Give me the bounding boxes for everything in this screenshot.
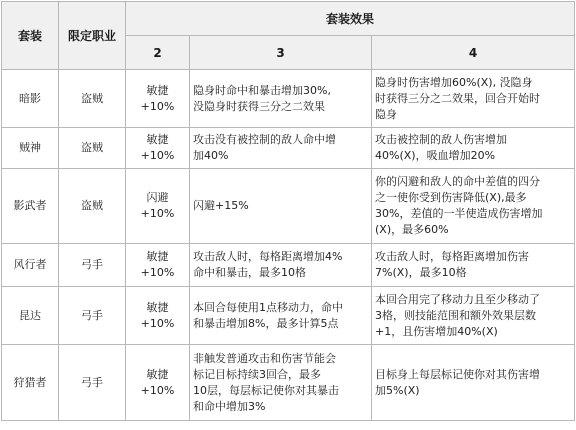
bonus-4-line: 3格，则技能范围和额外效果层数: [375, 308, 536, 322]
set-name-cell: 昆达: [2, 287, 59, 345]
table-row: [2, 287, 575, 345]
bonus-4-cell: [372, 287, 575, 345]
set-name-cell: 风行者: [2, 244, 59, 287]
bonus-2-cell: [126, 345, 190, 421]
bonus-4-line: 7%(X)，最多10格: [375, 266, 467, 279]
bonus-4-cell: [372, 244, 575, 287]
table-row: [2, 244, 575, 287]
header-piece-3: 3: [190, 36, 372, 70]
bonus-3-line: 10层，每层标记使你对其暴击: [193, 383, 339, 397]
bonus-3-cell: [190, 70, 372, 128]
bonus-4-line: +1，且伤害增加40%(X): [375, 324, 498, 338]
bonus-2-cell: [126, 287, 190, 345]
bonus-3-line: 没隐身时获得三分之二效果: [193, 99, 325, 113]
bonus-3-line: 本回合每使用1点移动力，命中: [193, 300, 343, 314]
class-cell: 盗贼: [59, 128, 126, 169]
bonus-2-value: +10%: [140, 99, 175, 113]
bonus-3-cell: [190, 287, 372, 345]
bonus-2-stat: 敏捷: [146, 250, 169, 263]
set-name-cell: 影武者: [2, 169, 59, 244]
bonus-4-line: 目标身上每层标记使你对其伤害增: [375, 367, 540, 381]
bonus-3-cell: [190, 345, 372, 421]
table-row: [2, 70, 575, 128]
header-piece-4: 4: [372, 36, 575, 70]
bonus-3-line: 和暴击增加8%，最多计算5点: [193, 316, 339, 330]
class-cell: 弓手: [59, 244, 126, 287]
bonus-2-stat: 敏捷: [146, 83, 169, 97]
bonus-4-line: 攻击被控制的敌人伤害增加: [375, 133, 507, 146]
bonus-3-line: 加40%: [193, 149, 229, 162]
bonus-4-line: 隐身: [375, 107, 397, 121]
bonus-4-line: 加5%(X): [375, 383, 420, 397]
bonus-3-line: 隐身时命中和暴击增加30%,: [193, 83, 331, 97]
bonus-3-cell: [190, 169, 372, 244]
bonus-4-line: 40%(X)，吸血增加20%: [375, 149, 496, 162]
bonus-4-line: 隐身时伤害增加60%(X), 没隐身: [375, 75, 533, 89]
bonus-3-line: 非触发普通攻击和伤害节能会: [193, 351, 336, 365]
set-name-cell: 暗影: [2, 70, 59, 128]
bonus-2-value: +10%: [140, 266, 175, 279]
bonus-4-line: 之一使你受到伤害降低(X),最多: [375, 191, 527, 204]
bonus-2-value: +10%: [140, 149, 175, 162]
bonus-3-line: 标记目标持续3回合，最多: [193, 367, 321, 381]
bonus-4-line: 你的闪避和敌人的命中差值的四分: [375, 175, 540, 188]
bonus-2-stat: 闪避: [146, 191, 169, 204]
bonus-2-cell: [126, 169, 190, 244]
bonus-2-value: +10%: [140, 207, 175, 220]
header-set-name: 套装: [2, 2, 59, 70]
bonus-3-line: 命中和暴击，最多10格: [193, 266, 306, 279]
bonus-2-cell: [126, 128, 190, 169]
bonus-2-stat: 敏捷: [146, 367, 169, 381]
bonus-4-cell: [372, 169, 575, 244]
bonus-2-cell: [126, 70, 190, 128]
class-cell: 盗贼: [59, 70, 126, 128]
bonus-2-value: +10%: [140, 383, 175, 397]
table-row: [2, 169, 575, 244]
bonus-4-line: 30%，差值的一半使造成伤害增加: [375, 207, 543, 220]
bonus-2-stat: 敏捷: [146, 133, 169, 146]
bonus-3-line: 和命中增加3%: [193, 399, 266, 413]
bonus-3-line: 闪避+15%: [193, 199, 249, 212]
header-class-limit: 限定职业: [59, 2, 126, 70]
bonus-2-stat: 敏捷: [146, 300, 169, 314]
bonus-3-cell: [190, 244, 372, 287]
set-effect-table: [1, 1, 575, 421]
header-set-effect: 套装效果: [126, 2, 575, 36]
class-cell: 弓手: [59, 345, 126, 421]
bonus-3-line: 攻击没有被控制的敌人命中增: [193, 133, 336, 146]
bonus-4-cell: [372, 70, 575, 128]
bonus-4-line: 本回合用完了移动力且至少移动了: [375, 292, 540, 306]
bonus-3-cell: [190, 128, 372, 169]
bonus-3-line: 攻击敌人时，每格距离增加4%: [193, 250, 343, 263]
bonus-4-line: (X)，最多60%: [375, 223, 449, 236]
table-body: [2, 70, 575, 421]
bonus-2-value: +10%: [140, 316, 175, 330]
bonus-4-line: 攻击敌人时，每格距离增加伤害: [375, 250, 529, 263]
table-row: [2, 345, 575, 421]
class-cell: 盗贼: [59, 169, 126, 244]
bonus-4-line: 时获得三分之二效果，回合开始时: [375, 91, 540, 105]
bonus-4-cell: [372, 345, 575, 421]
bonus-2-cell: [126, 244, 190, 287]
set-name-cell: 狩猎者: [2, 345, 59, 421]
table-row: [2, 128, 575, 169]
class-cell: 弓手: [59, 287, 126, 345]
set-name-cell: 贼神: [2, 128, 59, 169]
bonus-4-cell: [372, 128, 575, 169]
header-piece-2: 2: [126, 36, 190, 70]
